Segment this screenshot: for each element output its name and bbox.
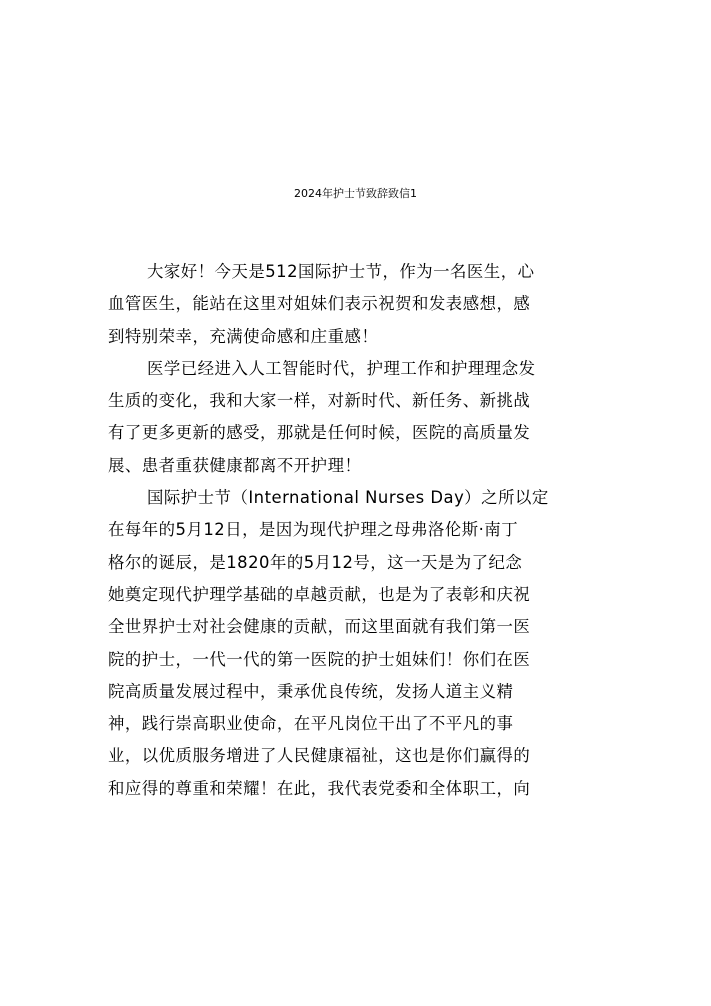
paragraph-line: 她奠定现代护理学基础的卓越贡献，也是为了表彰和庆祝 bbox=[108, 584, 531, 604]
paragraph-line: 大家好！今天是512国际护士节，作为一名医生，心 bbox=[147, 262, 535, 281]
paragraph-line: 和应得的尊重和荣耀！在此，我代表党委和全体职工，向 bbox=[108, 778, 531, 798]
paragraph-line: 医学已经进入人工智能时代，护理工作和护理理念发 bbox=[147, 358, 536, 378]
paragraph-line: 院的护士，一代一代的第一医院的护士姐妹们！你们在医 bbox=[108, 649, 531, 669]
paragraph-line: 展、患者重获健康都离不开护理！ bbox=[108, 455, 362, 475]
paragraph-line: 业，以优质服务增进了人民健康福祉，这也是你们赢得的 bbox=[108, 746, 531, 766]
document-title: 2024年护士节致辞致信1 bbox=[294, 187, 417, 200]
paragraph-line: 血管医生，能站在这里对姐妹们表示祝贺和发表感想，感 bbox=[108, 294, 531, 314]
document-body bbox=[108, 256, 608, 805]
paragraph-line: 国际护士节（International Nurses Day）之所以定 bbox=[147, 488, 549, 508]
paragraph-line: 格尔的诞辰，是1820年的5月12号，这一天是为了纪念 bbox=[108, 552, 523, 572]
paragraph-line: 到特别荣幸，充满使命感和庄重感！ bbox=[108, 326, 379, 346]
paragraph-line: 院高质量发展过程中，秉承优良传统，发扬人道主义精 bbox=[108, 681, 514, 701]
paragraph-line: 全世界护士对社会健康的贡献，而这里面就有我们第一医 bbox=[108, 617, 531, 637]
paragraph-line: 生质的变化，我和大家一样，对新时代、新任务、新挑战 bbox=[108, 391, 531, 411]
paragraph-line: 在每年的5月12日，是因为现代护理之母弗洛伦斯·南丁 bbox=[108, 520, 519, 540]
paragraph-line: 神，践行崇高职业使命，在平凡岗位干出了不平凡的事 bbox=[108, 714, 514, 734]
paragraph-line: 有了更多更新的感受，那就是任何时候，医院的高质量发 bbox=[108, 423, 531, 443]
